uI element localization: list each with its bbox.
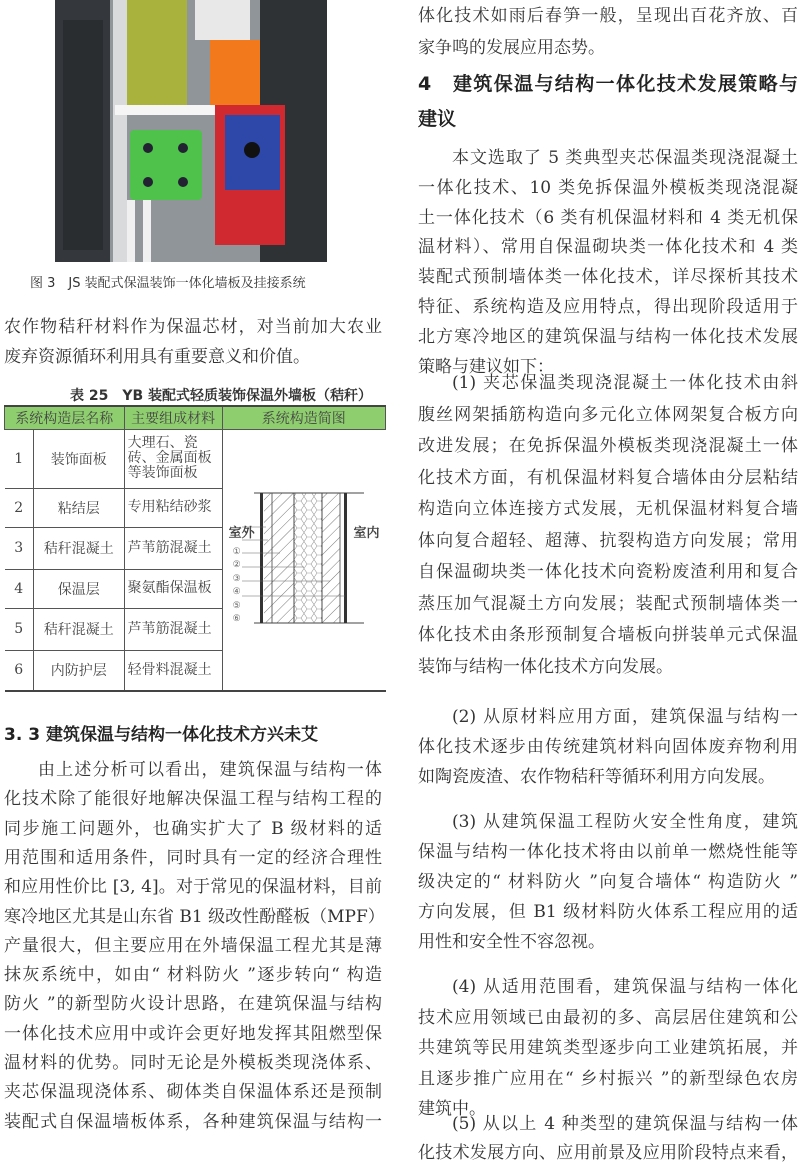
marker-1: ① [232, 546, 241, 557]
row-no: 5 [5, 608, 34, 650]
row-name: 秸秆混凝土 [34, 608, 125, 650]
body-line: 蒸压加气混凝土方向发展；装配式预制墙体类一 [418, 593, 798, 614]
body-line: 装配式预制墙体类一体化技术，详尽探析其技术 [418, 267, 798, 288]
marker-3: ③ [232, 573, 241, 584]
body-line: (2) 从原材料应用方面，建筑保温与结构一 [452, 707, 798, 727]
body-line: 装饰与结构一体化技术方向发展。 [418, 656, 673, 677]
body-line: 改进发展；在免拆保温外模板类现浇混凝土一体 [418, 436, 798, 456]
table-header: 主要组成材料 [124, 406, 222, 429]
body-line: 由上述分析可以看出，建筑保温与结构一体 [38, 760, 382, 780]
body-line: 化技术发展方向、应用前景及应用阶段特点来看， [418, 1143, 798, 1163]
body-line: 农作物秸秆材料作为保温芯材，对当前加大农业 [4, 317, 382, 337]
body-line: 特征、系统构造及应用特点，得出现阶段适用于 [418, 297, 798, 317]
body-line: 保温与结构一体化技术将由以前单一燃烧性能等 [418, 842, 798, 862]
body-line: 温材料的优势。同时无论是外模板类现浇体系、 [4, 1053, 382, 1073]
outside-label: 室外 [228, 525, 255, 541]
body-line: 体化技术逐步由传统建筑材料向固体废弃物利用 [418, 737, 798, 757]
body-line: 自保温砌块类一体化技术向瓷粉废渣利用和复合 [418, 562, 798, 582]
section-3-3-heading: 3. 3 建筑保温与结构一体化技术方兴未艾 [4, 725, 318, 745]
body-line: 废弃资源循环利用具有重要意义和价值。 [4, 347, 310, 367]
row-material: 芦苇筋混凝土 [124, 608, 222, 650]
body-line: 装配式自保温墙板体系，各种建筑保温与结构一 [4, 1111, 382, 1132]
body-line: 化技术方面，有机保温材料复合墙体由分层粘结 [418, 467, 798, 488]
row-no: 4 [5, 569, 34, 608]
body-line: (3) 从建筑保温工程防火安全性角度，建筑 [452, 812, 798, 832]
body-line: 用性和安全性不容忽视。 [418, 932, 605, 952]
body-line: 建筑中。 [418, 1099, 486, 1119]
system-diagram [222, 429, 385, 691]
marker-2: ② [232, 560, 241, 570]
body-line: 夹芯保温现浇体系、砌体类自保温体系还是预制 [4, 1082, 382, 1103]
body-line: 用范围和适用条件，同时具有一定的经济合理性 [4, 847, 382, 868]
row-name: 装饰面板 [34, 429, 125, 488]
body-line: 一体化技术、10 类免拆保温外模板类现浇混凝 [418, 177, 798, 198]
wall-section-diagram [224, 483, 384, 633]
row-no: 2 [5, 488, 34, 527]
body-line: 抹灰系统中，如由“ 材料防火 ”逐步转向“ 构造 [4, 965, 382, 986]
body-line: 土一体化技术（6 类有机保温材料和 4 类无机保 [418, 207, 798, 228]
layer-markers [233, 546, 241, 627]
body-line: 和应用性价比 [3, 4]。对于常见的保温材料，目前 [4, 877, 382, 898]
figure-3-image [55, 0, 327, 262]
table-header: 系统构造层名称 [5, 406, 125, 429]
row-material: 大理石、瓷砖、金属面板等装饰面板 [124, 429, 222, 488]
body-line: 且逐步推广应用在“ 乡村振兴 ”的新型绿色农房 [418, 1068, 798, 1089]
marker-6: ⑥ [232, 614, 241, 624]
row-material: 芦苇筋混凝土 [124, 527, 222, 569]
table-25-title: 表 25 YB 装配式轻质装饰保温外墙板（秸秆） [70, 388, 373, 404]
table-row [5, 429, 386, 488]
body-line: (1) 夹芯保温类现浇混凝土一体化技术由斜 [452, 373, 798, 393]
body-line: (4) 从适用范围看，建筑保温与结构一体化 [452, 977, 798, 997]
inside-label: 室内 [353, 525, 380, 541]
body-line: 家争鸣的发展应用态势。 [418, 38, 605, 58]
figure-3-caption: 图 3 JS 装配式保温装饰一体化墙板及挂接系统 [30, 276, 306, 291]
right-column [418, 0, 798, 1163]
body-line: 策略与建议如下： [418, 356, 554, 377]
body-line: 体向复合超轻、超薄、抗裂构造方向发展；常用 [418, 530, 798, 551]
body-line: 防火 ”的新型防火设计思路，在建筑保温与结构 [4, 994, 382, 1015]
left-column [4, 0, 385, 1134]
row-name: 秸秆混凝土 [34, 527, 125, 569]
row-material: 聚氨酯保温板 [124, 569, 222, 608]
marker-4: ④ [232, 587, 241, 597]
section-4-heading: 4 建筑保温与结构一体化技术发展策略与 [418, 73, 798, 95]
row-no: 3 [5, 527, 34, 569]
body-line: 产量很大，但主要应用在外墙保温工程尤其是薄 [4, 935, 382, 956]
row-name: 粘结层 [34, 488, 125, 527]
body-line: 腹丝网架插筋构造向多元化立体网架复合板方向 [418, 404, 798, 425]
body-line: (5) 从以上 4 种类型的建筑保温与结构一体 [452, 1114, 798, 1134]
body-line: 北方寒冷地区的建筑保温与结构一体化技术发展 [418, 326, 798, 347]
body-line: 级决定的“ 材料防火 ”向复合墙体“ 构造防火 ” [418, 872, 798, 892]
body-line: 如陶瓷废渣、农作物秸秆等循环利用方向发展。 [418, 767, 775, 787]
row-no: 1 [5, 429, 34, 488]
row-material: 轻骨料混凝土 [124, 650, 222, 691]
body-line: 同步施工问题外，也确实扩大了 B 级材料的适 [4, 818, 382, 839]
section-4-heading: 建议 [418, 108, 457, 130]
body-line: 技术应用领域已由最初的多、高层居住建筑和公 [418, 1007, 798, 1028]
body-line: 构造向立体连接方式发展，无机保温材料复合墙 [418, 499, 798, 519]
body-line: 方向发展，但 B1 级材料防火体系工程应用的适 [418, 902, 798, 922]
row-name: 内防护层 [34, 650, 125, 691]
body-line: 温材料）、常用自保温砌块类一体化技术和 4 类 [418, 237, 798, 258]
body-line: 体化技术如雨后春笋一般，呈现出百花齐放、百 [418, 6, 798, 26]
body-line: 寒冷地区尤其是山东省 B1 级改性酚醛板（MPF） [4, 906, 385, 927]
row-no: 6 [5, 650, 34, 691]
body-line: 一体化技术应用中或许会更好地发挥其阻燃型保 [4, 1023, 382, 1044]
table-header: 系统构造简图 [222, 406, 385, 429]
body-line: 体化技术由条形预制复合墙板向拼装单元式保温 [418, 625, 798, 645]
body-line: 化技术除了能很好地解决保温工程与结构工程的 [4, 789, 382, 810]
row-name: 保温层 [34, 569, 125, 608]
row-material: 专用粘结砂浆 [124, 488, 222, 527]
marker-5: ⑤ [232, 600, 241, 611]
table-25 [4, 405, 386, 692]
body-line: 共建筑等民用建筑类型逐步向工业建筑拓展，并 [418, 1038, 798, 1058]
body-line: 本文选取了 5 类典型夹芯保温类现浇混凝土 [452, 148, 798, 168]
